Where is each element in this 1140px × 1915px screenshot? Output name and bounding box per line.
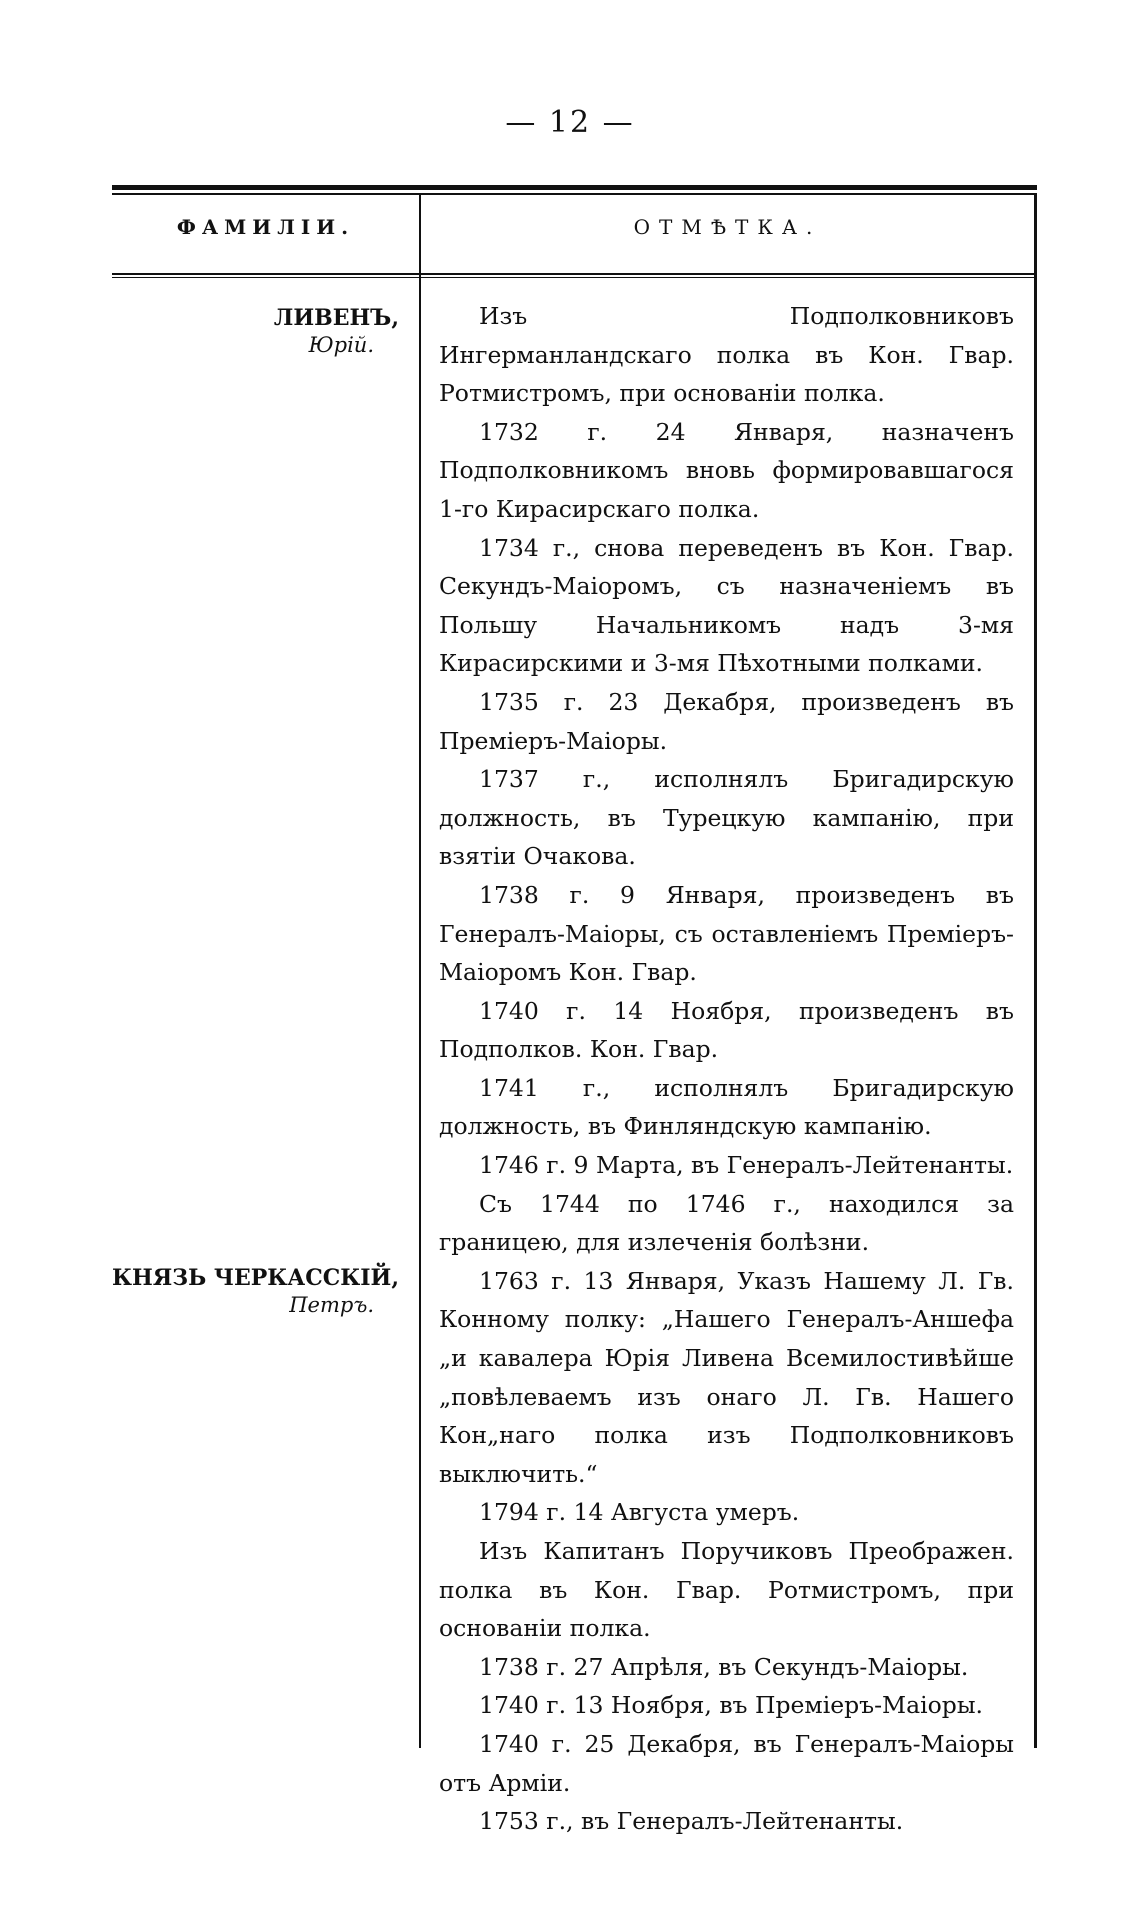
table-top-rule-thin (112, 193, 1037, 195)
record-table (112, 185, 1037, 1836)
entry: 1738 г. 27 Апрѣля, въ Секундъ-Маіоры. (479, 1652, 969, 1681)
entry: Изъ Подполковниковъ Ингерманландскаго полка въ Кон. Гвар. Ротмистромъ, при основаніи полка. (439, 302, 1014, 408)
entry: 1746 г. 9 Марта, въ Генералъ-Лейтенанты. (479, 1151, 1014, 1180)
entry: 1740 г. 14 Ноября, произведенъ въ Подполков. Кон. Гвар. (439, 996, 1014, 1064)
entry: Съ 1744 по 1746 г., находился за границею, для излеченія болѣзни. (439, 1189, 1014, 1257)
entry: 1737 г., исполнялъ Бригадирскую должность, въ Турецкую кампанію, при взятіи Очакова. (439, 765, 1014, 871)
entry: 1738 г. 9 Января, произведенъ въ Генералъ-Маіоры, съ оставленіемъ Преміеръ-Маіоромъ Кон. Гвар. (439, 880, 1014, 987)
surname: КНЯЗЬ ЧЕРКАССКІЙ, (112, 1265, 399, 1291)
entry: Изъ Капитанъ Поручиковъ Преображен. полка въ Кон. Гвар. Ротмистромъ, при основаніи полка. (439, 1537, 1014, 1643)
entry: 1753 г., въ Генералъ-Лейтенанты. (479, 1807, 904, 1836)
given-name: Юрій. (308, 333, 374, 357)
column-header-surnames: ФАМИЛІИ. (176, 215, 355, 239)
entry: 1734 г., снова переведенъ въ Кон. Гвар. Секундъ-Маіоромъ, съ назначеніемъ въ Польшу Начальникомъ надъ 3-мя Кирасирскими и 3-мя Пѣхотными полками. (439, 533, 1014, 678)
header-rule (112, 273, 1037, 275)
person-name-cherkassky (112, 1265, 419, 1317)
entry: 1732 г. 24 Января, назначенъ Подполковникомъ вновь формировавшагося 1-го Кирасирскаго полка. (439, 417, 1014, 523)
person-name-liven (112, 305, 419, 357)
column-divider (419, 193, 421, 1748)
entry: 1763 г. 13 Января, Указъ Нашему Л. Гв. Конному полку: „Нашего Генералъ-Аншефа „и кавалера Юрія Ливена Всемилостивѣйше „повѣлеваемъ изъ онаго Л. Гв. Нашего Кон„наго полка изъ Подполковниковъ выключить.“ (439, 1266, 1014, 1488)
table-right-edge (1034, 193, 1037, 1748)
entry: 1794 г. 14 Августа умеръ. (479, 1498, 800, 1527)
entry: 1741 г., исполнялъ Бригадирскую должность, въ Финляндскую кампанію. (439, 1073, 1014, 1141)
given-name: Петръ. (289, 1293, 374, 1317)
header-rule-thin (112, 277, 1037, 278)
entry: 1735 г. 23 Декабря, произведенъ въ Преміеръ-Маіоры. (439, 687, 1014, 755)
column-header-notes: ОТМѢТКА. (633, 215, 822, 239)
table-top-rule (112, 185, 1037, 190)
page-number: — 12 — (505, 105, 635, 140)
entry: 1740 г. 13 Ноября, въ Преміеръ-Маіоры. (479, 1691, 984, 1720)
surname: ЛИВЕНЪ, (273, 305, 399, 331)
notes-column (439, 297, 1014, 1841)
entry: 1740 г. 25 Декабря, въ Генералъ-Маіоры отъ Арміи. (439, 1729, 1014, 1797)
